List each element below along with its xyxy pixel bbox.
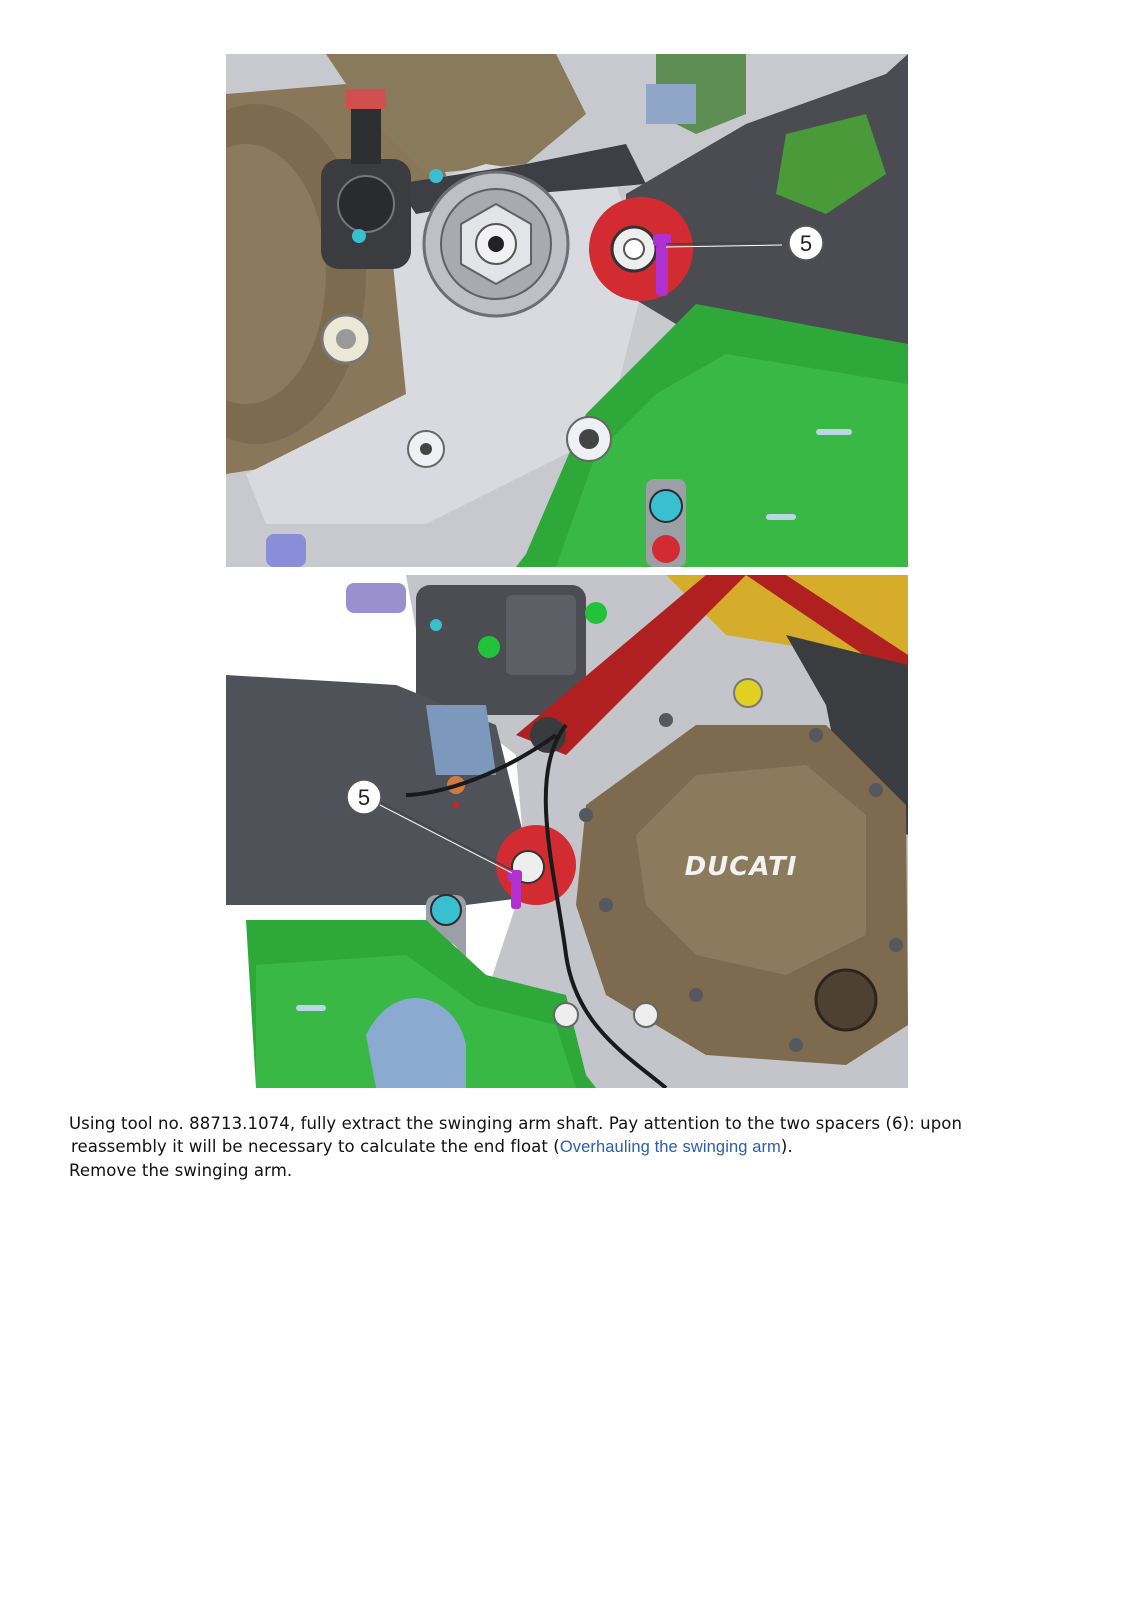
callout-5-bottom: 5	[357, 785, 371, 810]
instruction-line-2-start: reassembly it will be necessary to calculate the end float (	[71, 1137, 560, 1156]
instruction-text	[69, 1112, 1069, 1182]
illustration-left-side	[226, 54, 908, 567]
instruction-line-2-end: ).	[780, 1137, 793, 1156]
figure-swingarm-shaft-left	[226, 54, 908, 567]
instruction-line-3: Remove the swinging arm.	[69, 1161, 293, 1180]
overhauling-swinging-arm-link[interactable]: Overhauling the swinging arm	[559, 1138, 781, 1156]
illustration-right-side	[226, 575, 908, 1088]
callout-5-top: 5	[799, 231, 813, 256]
instruction-line-1: Using tool no. 88713.1074, fully extract the swinging arm shaft. Pay attention to the two spacers (6): upon	[69, 1114, 963, 1133]
ducati-logo: DUCATI	[684, 852, 798, 882]
figure-swingarm-shaft-right	[226, 575, 908, 1088]
instruction-line-2	[69, 1135, 1069, 1159]
